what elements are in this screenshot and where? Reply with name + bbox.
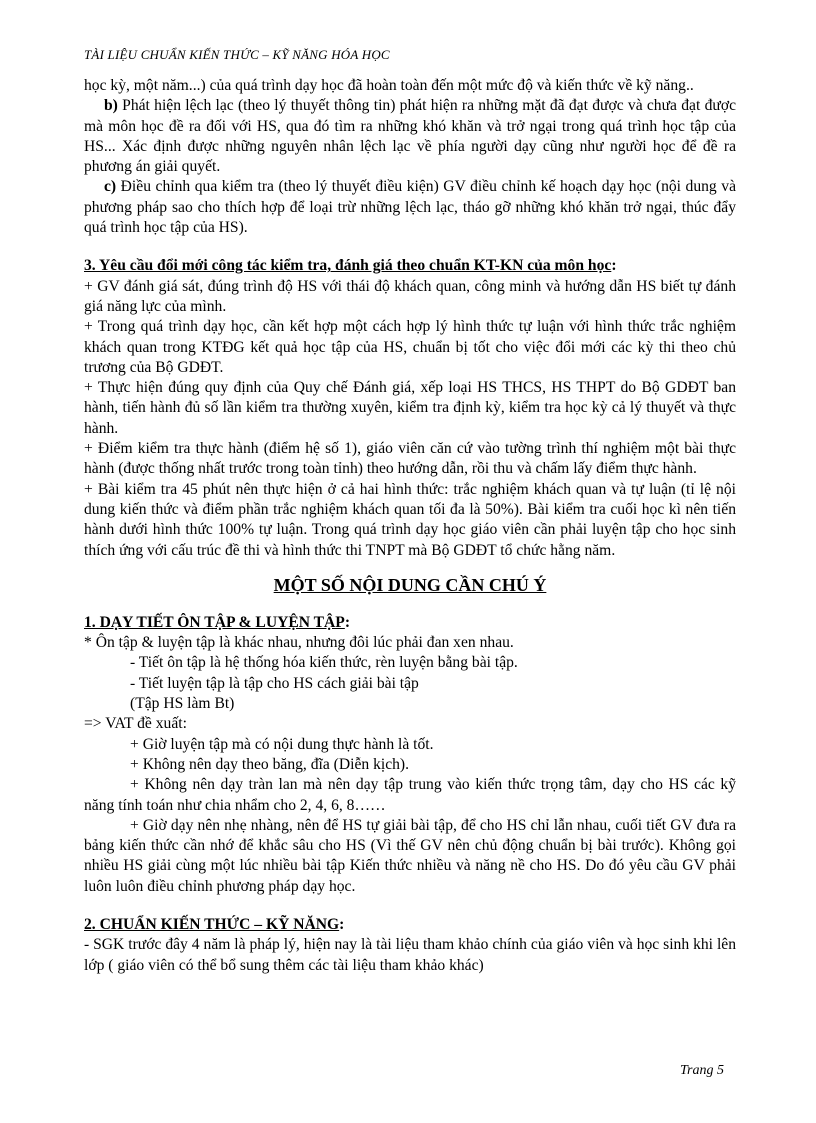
point-b-label: b) (104, 97, 118, 115)
part1-proposal: + Giờ dạy nên nhẹ nhàng, nên để HS tự giải bài tập, để cho HS chỉ lẫn nhau, cuối tiết GV đưa ra bảng kiến thức cần nhớ để khắc sâu cho HS (Vì thế GV nên chủ động chuẩn bị bài trước). Không gọi nhiều HS giải cùng một lúc nhiều bài tập Kiến thức nhiều và năng nề cho HS. Do đó yêu cầu GV phải luôn luôn điều chỉnh phương pháp dạy học. (84, 816, 736, 895)
page-number: Trang 5 (680, 1063, 724, 1078)
part1-sub-item: (Tập HS làm Bt) (130, 695, 235, 713)
part1-sub-item: - Tiết ôn tập là hệ thống hóa kiến thức, rèn luyện bằng bài tập. (130, 654, 518, 672)
part1-line: * Ôn tập & luyện tập là khác nhau, nhưng đôi lúc phải đan xen nhau. (84, 634, 514, 652)
part1-proposal: + Không nên dạy theo băng, đĩa (Diễn kịch). (130, 755, 410, 773)
intro-paragraph: học kỳ, một năm...) của quá trình dạy học đã hoàn toàn đến một mức độ và kiến thức về kỹ năng.. (84, 77, 694, 94)
point-b-text: Phát hiện lệch lạc (theo lý thuyết thông tin) phát hiện ra những mặt đã đạt được và chưa đạt được mà môn học đề ra đối với HS, qua đó tìm ra những khó khăn và trở ngại trong quá trình học tập của HS... Xác định được những nguyên nhân lệch lạc về phía người dạy cũng như người học để đề ra phương án giải quyết. (84, 97, 736, 176)
section3-item: + Thực hiện đúng quy định của Quy chế Đánh giá, xếp loại HS THCS, HS THPT do Bộ GDĐT ban hành, tiến hành đủ số lần kiểm tra thường xuyên, kiểm tra định kỳ, kiểm tra học kỳ cả lý thuyết và thực hành. (84, 379, 736, 437)
main-title: MỘT SỐ NỘI DUNG CẦN CHÚ Ý (273, 574, 547, 595)
document-page (84, 44, 736, 976)
part1-title: 1. DẠY TIẾT ÔN TẬP & LUYỆN TẬP (84, 613, 345, 631)
part1-sub-item: - Tiết luyện tập là tập cho HS cách giải bài tập (130, 674, 419, 692)
part1-proposal: + Giờ luyện tập mà có nội dung thực hành là tốt. (130, 735, 434, 753)
point-c-text: Điều chỉnh qua kiểm tra (theo lý thuyết điều kiện) GV điều chỉnh kế hoạch dạy học (nội dung và phương pháp sao cho thích hợp để loại trừ những lệch lạc, tháo gỡ những khó khăn trở ngại, thúc đẩy quá trình học tập của HS). (84, 178, 736, 237)
part2-title: 2. CHUẨN KIẾN THỨC – KỸ NĂNG (84, 915, 340, 933)
section3-colon: : (611, 257, 617, 275)
section3-heading (84, 256, 736, 276)
part1-heading (84, 613, 736, 633)
section3-title: 3. Yêu cầu đổi mới công tác kiểm tra, đánh giá theo chuẩn KT-KN của môn học (84, 257, 612, 275)
section3-item: + Trong quá trình dạy học, cần kết hợp một cách hợp lý hình thức tự luận với hình thức trắc nghiệm khách quan trong KTĐG kết quả học tập của HS, chuẩn bị tốt cho việc đổi mới các kỳ thi theo chủ trương của Bộ GDĐT. (84, 318, 736, 376)
part1-vat: => VAT đề xuất: (84, 715, 187, 733)
part2-text: - SGK trước đây 4 năm là pháp lý, hiện nay là tài liệu tham khảo chính của giáo viên và học sinh khi lên lớp ( giáo viên có thể bổ sung thêm các tài liệu tham khảo khác) (84, 936, 736, 974)
part1-colon: : (344, 613, 351, 631)
part2-heading (84, 915, 736, 935)
point-c-paragraph (84, 177, 736, 238)
part1-proposal: + Không nên dạy tràn lan mà nên dạy tập trung vào kiến thức trọng tâm, dạy cho HS các kỹ năng tính toán như chia nhẩm cho 2, 4, 6, 8…… (84, 776, 736, 814)
point-b-paragraph (84, 96, 736, 177)
point-c-label: c) (104, 178, 117, 196)
page-header: TÀI LIỆU CHUẨN KIẾN THỨC – KỸ NĂNG HÓA HỌC (84, 47, 390, 62)
section3-item: + Điểm kiểm tra thực hành (điểm hệ số 1), giáo viên căn cứ vào tường trình thí nghiệm một bài thực hành (được thống nhất trước trong toàn tỉnh) theo hướng dẫn, rồi thu và chấm lấy điểm thực hành. (84, 440, 736, 478)
section3-item: + GV đánh giá sát, đúng trình độ HS với thái độ khách quan, công minh và hướng dẫn HS biết tự đánh giá năng lực của mình. (84, 277, 736, 315)
part2-colon: : (339, 915, 345, 933)
section3-item: + Bài kiểm tra 45 phút nên thực hiện ở cả hai hình thức: trắc nghiệm khách quan và tự luận (tỉ lệ nội dung kiến thức và điểm phần trắc nghiệm khách quan tối đa là 50%). Bài kiểm tra cuối học kì nên tiến hành dưới hình thức 100% tự luận. Trong quá trình dạy học giáo viên cần phải luyện tập cho học sinh thích ứng với cấu trúc đề thi và hình thức thi TNPT mà Bộ GDĐT tổ chức hằng năm. (84, 480, 736, 559)
